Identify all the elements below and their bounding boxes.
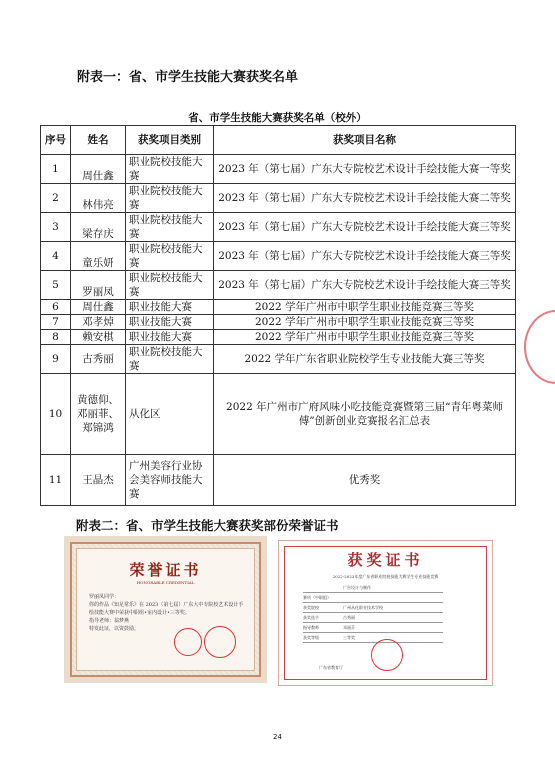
row-number: 8 — [41, 330, 71, 345]
cert2-field-row — [303, 633, 443, 643]
table-caption: 省、市学生技能大赛获奖名单（校外） — [188, 112, 367, 124]
row-name: 赖安棋 — [71, 330, 126, 345]
seal-icon — [204, 626, 236, 658]
cert2-subtitle: 2022-2023年度广东省职业院校技能大赛学生专业技能竞赛 — [332, 574, 439, 579]
row-award: 2023 年（第七届）广东大专院校艺术设计手绘技能大赛一等奖 — [214, 155, 516, 184]
cert2-field-row — [303, 613, 443, 623]
row-number: 1 — [41, 155, 71, 184]
cert2-field-key: 获奖院校 — [303, 605, 319, 610]
row-category: 职业技能大赛 — [126, 300, 214, 315]
award-certificate-image — [278, 540, 493, 686]
cert2-field-key: 获奖选手 — [303, 615, 319, 620]
row-award: 2022 年广州市广府风味小吃技能竞赛暨第三届“青年粤菜师傅”创新创业竞赛报名汇总表 — [214, 374, 516, 455]
row-number: 10 — [41, 374, 71, 455]
row-number: 4 — [41, 242, 71, 271]
row-category: 职业院校技能大赛 — [126, 184, 214, 213]
row-category: 广州美容行业协会美容师技能大赛 — [126, 455, 214, 506]
cert1-subtitle: HONORABLE CREDENTIAL — [136, 580, 195, 585]
row-category: 职业技能大赛 — [126, 315, 214, 330]
row-name: 罗丽凤 — [71, 271, 126, 300]
row-name: 黄德仰、邓丽菲、郑锦鸿 — [71, 374, 126, 455]
row-category: 职业技能大赛 — [126, 330, 214, 345]
table-row — [41, 213, 516, 242]
row-category: 职业院校技能大赛 — [126, 242, 214, 271]
row-name: 周仕鑫 — [71, 155, 126, 184]
cert1-recipient: 罗丽凤同学： — [89, 594, 120, 600]
cert2-field-key: 获奖等级 — [303, 635, 319, 640]
row-award: 2022 学年广州市中职学生职业技能竞赛三等奖 — [214, 330, 516, 345]
row-number: 5 — [41, 271, 71, 300]
row-number: 9 — [41, 345, 71, 374]
page-number: 24 — [273, 733, 282, 741]
cert2-field-value: 广州从化职业技术学校 — [343, 605, 383, 610]
row-number: 2 — [41, 184, 71, 213]
row-award: 优秀奖 — [214, 455, 516, 506]
row-award: 2022 学年广东省职业院校学生专业技能大赛三等奖 — [214, 345, 516, 374]
row-category: 职业院校技能大赛 — [126, 155, 214, 184]
cert2-field-row — [303, 583, 443, 593]
col-header-name: 姓名 — [71, 126, 126, 155]
certificate-inner — [76, 548, 255, 671]
cert2-title: 获奖证书 — [347, 551, 424, 569]
col-header-category: 获奖项目类别 — [126, 126, 214, 155]
table-row — [41, 242, 516, 271]
cert2-field-value: 广告设计与制作 — [343, 585, 371, 590]
cert1-title: 荣誉证书 — [129, 561, 202, 579]
table-row — [41, 155, 516, 184]
cert2-field-value: 邓丽芬 — [343, 625, 355, 630]
seal-icon — [371, 639, 403, 671]
table-row — [41, 271, 516, 300]
cert1-text: 你的作品《知足常乐》在 2023（第七届）广东大中专院校艺术设计手绘技能大赛中荣获中职组•室内设计•三等奖。 — [89, 602, 244, 616]
cert1-teacher: 指导老师：翁梦燕 — [89, 618, 130, 624]
cert2-issuer: 广东省教育厅 — [319, 665, 343, 670]
row-name: 周仕鑫 — [71, 300, 126, 315]
honor-certificate-image — [64, 536, 267, 683]
table-row — [41, 455, 516, 506]
cert2-fields — [303, 583, 443, 643]
row-category: 从化区 — [126, 374, 214, 455]
table-body — [41, 155, 516, 506]
table-row — [41, 345, 516, 374]
appendix1-heading: 附表一：省、市学生技能大赛获奖名单 — [77, 70, 299, 85]
cert2-field-key — [303, 583, 343, 592]
col-header-award: 获奖项目名称 — [214, 126, 516, 155]
cert2-field-row — [303, 603, 443, 613]
table-row — [41, 315, 516, 330]
red-stamp-icon — [524, 310, 555, 384]
cert2-field-key: 指导教师 — [303, 625, 319, 630]
col-header-no: 序号 — [41, 126, 71, 155]
row-category: 职业院校技能大赛 — [126, 345, 214, 374]
row-award: 2022 学年广州市中职学生职业技能竞赛三等奖 — [214, 315, 516, 330]
table-row — [41, 184, 516, 213]
cert2-field-row — [303, 623, 443, 633]
row-category: 职业院校技能大赛 — [126, 271, 214, 300]
row-award: 2023 年（第七届）广东大专院校艺术设计手绘技能大赛三等奖 — [214, 242, 516, 271]
row-name: 林伟亮 — [71, 184, 126, 213]
row-name: 童乐妍 — [71, 242, 126, 271]
appendix2-heading: 附表二：省、市学生技能大赛获奖部份荣誉证书 — [76, 518, 339, 533]
table-row — [41, 330, 516, 345]
table-row — [41, 300, 516, 315]
row-number: 3 — [41, 213, 71, 242]
seal-icon — [174, 628, 202, 656]
cert2-event: 赛项（中职组） — [303, 593, 443, 603]
row-number: 6 — [41, 300, 71, 315]
row-name: 古秀丽 — [71, 345, 126, 374]
cert1-closing: 特发此证，以资鼓励。 — [89, 626, 140, 632]
row-number: 11 — [41, 455, 71, 506]
row-award: 2023 年（第七届）广东大专院校艺术设计手绘技能大赛三等奖 — [214, 271, 516, 300]
cert2-field-value: 古秀丽 — [343, 615, 355, 620]
awards-table — [40, 125, 516, 506]
cert2-field-value: 三等奖 — [343, 635, 355, 640]
row-award: 2023 年（第七届）广东大专院校艺术设计手绘技能大赛二等奖 — [214, 184, 516, 213]
row-name: 王晶杰 — [71, 455, 126, 506]
row-number: 7 — [41, 315, 71, 330]
row-category: 职业院校技能大赛 — [126, 213, 214, 242]
table-header-row — [41, 126, 516, 155]
row-name: 梁存庆 — [71, 213, 126, 242]
table-row — [41, 374, 516, 455]
row-award: 2022 学年广州市中职学生职业技能竞赛三等奖 — [214, 300, 516, 315]
row-name: 邓孝焯 — [71, 315, 126, 330]
row-award: 2023 年（第七届）广东大专院校艺术设计手绘技能大赛三等奖 — [214, 213, 516, 242]
